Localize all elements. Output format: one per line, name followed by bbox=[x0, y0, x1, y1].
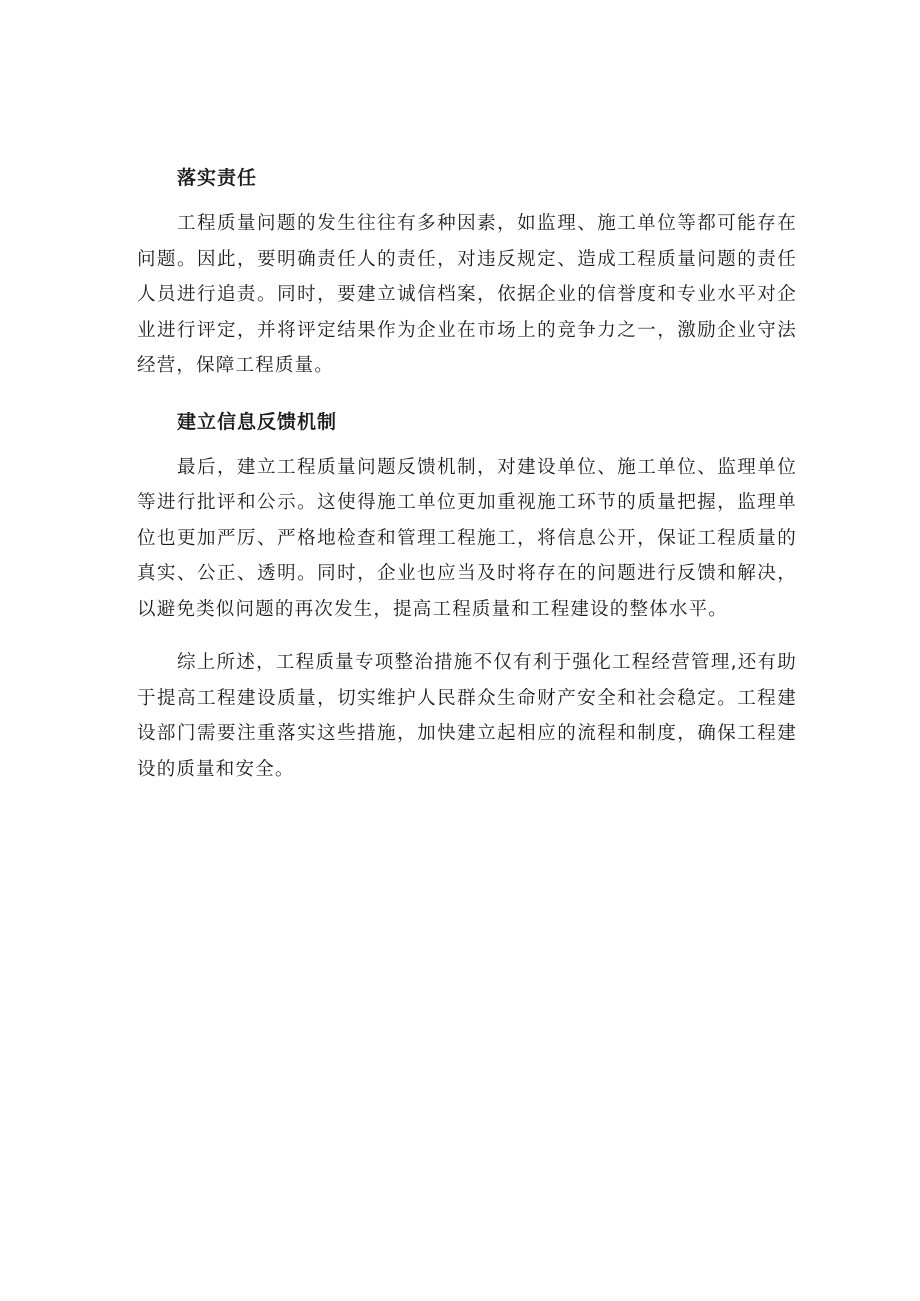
document-body bbox=[137, 160, 797, 805]
section-heading-responsibility: 落实责任 bbox=[177, 167, 258, 189]
paragraph-responsibility: 工程质量问题的发生往往有多种因素，如监理、施工单位等都可能存在问题。因此，要明确责任人的责任，对违反规定、造成工程质量问题的责任人员进行追责。同时，要建立诚信档案，依据企业的信誉度和专业水平对企业进行评定，并将评定结果作为企业在市场上的竞争力之一，激励企业守法经营，保障工程质量。 bbox=[137, 213, 797, 376]
paragraph-feedback-mechanism: 最后，建立工程质量问题反馈机制，对建设单位、施工单位、监理单位等进行批评和公示。这使得施工单位更加重视施工环节的质量把握，监理单位也更加严厉、严格地检查和管理工程施工，将信息公开，保证工程质量的真实、公正、透明。同时，企业也应当及时将存在的问题进行反馈和解决，以避免类似问题的再次发生，提高工程质量和工程建设的整体水平。 bbox=[137, 456, 797, 620]
paragraph-conclusion: 综上所述，工程质量专项整治措施不仅有利于强化工程经营管理,还有助于提高工程建设质量，切实维护人民群众生命财产安全和社会稳定。工程建设部门需要注重落实这些措施，加快建立起相应的流程和制度，确保工程建设的质量和安全。 bbox=[137, 652, 797, 780]
section-heading-feedback-mechanism: 建立信息反馈机制 bbox=[177, 410, 338, 433]
